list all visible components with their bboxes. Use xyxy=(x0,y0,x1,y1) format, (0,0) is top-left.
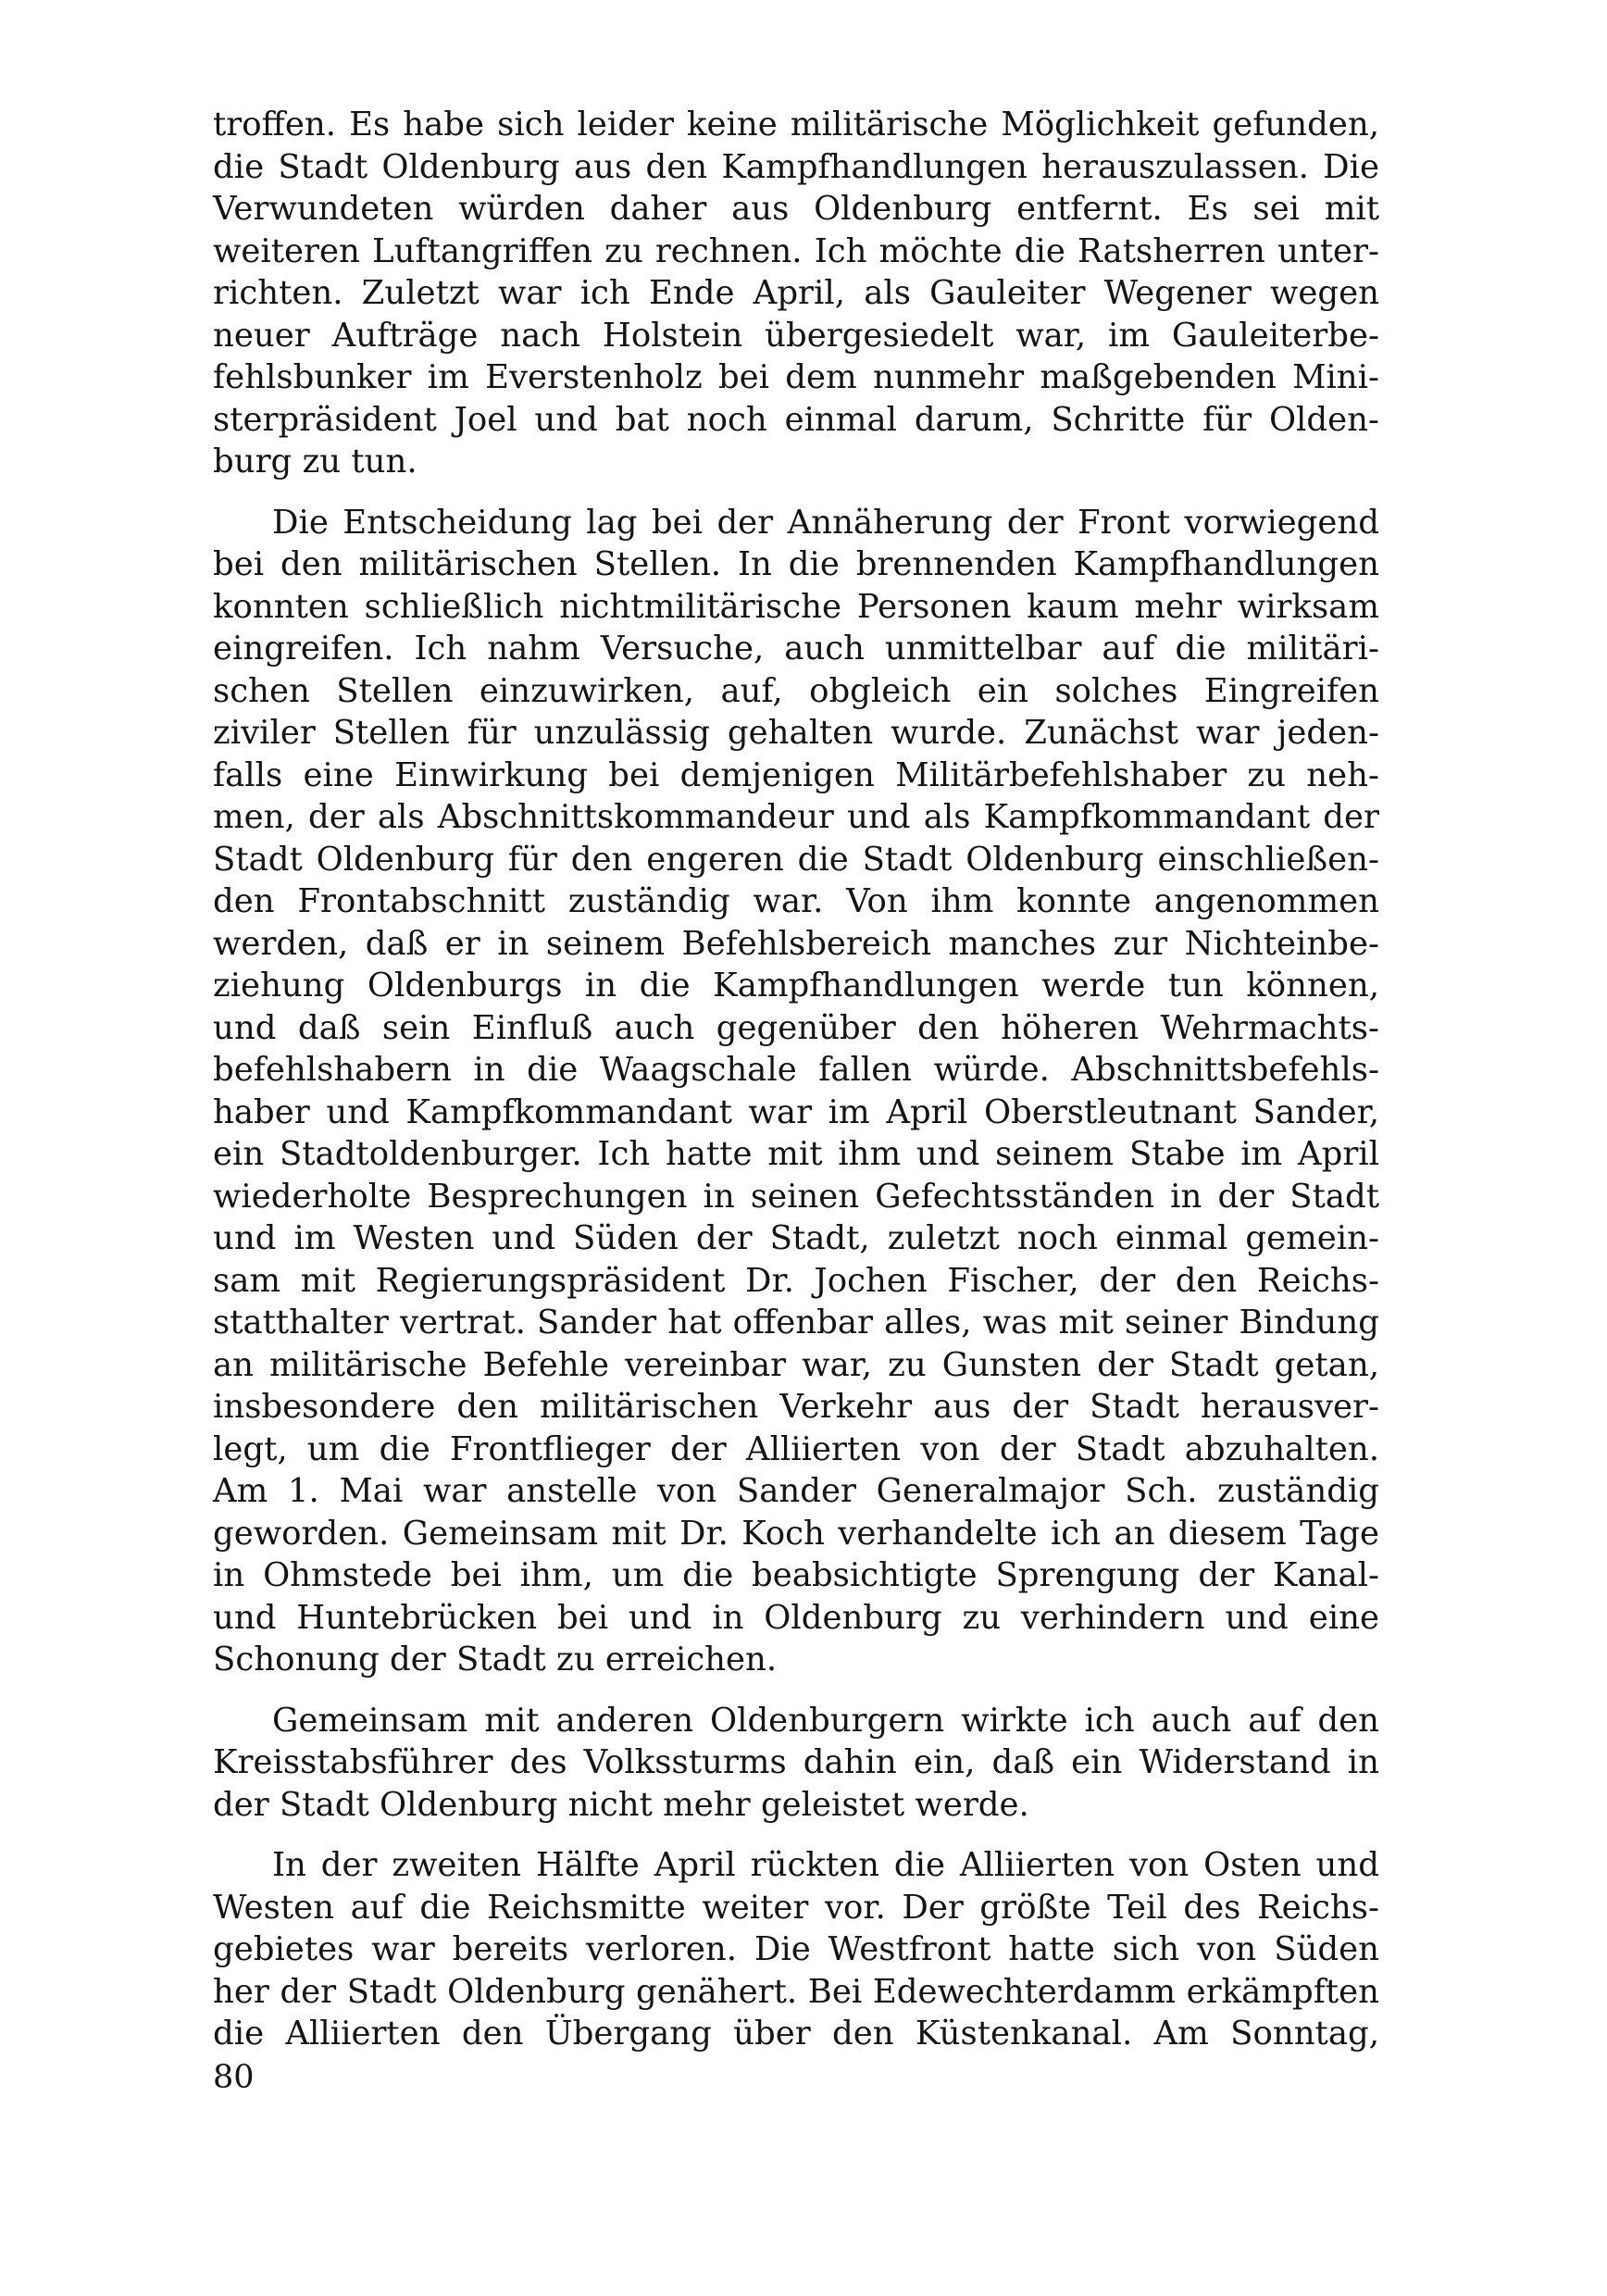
text-line: burg zu tun. xyxy=(213,443,417,480)
text-line: schen Stellen einzuwirken, auf, obgleich ein solches Eingreifen xyxy=(213,671,1379,710)
text-line: insbesondere den militärischen Verkehr aus der Stadt herausver- xyxy=(213,1388,1379,1426)
text-line: in Ohmstede bei ihm, um die beabsichtigte Sprengung der Kanal- xyxy=(213,1556,1379,1594)
text-line: statthalter vertrat. Sander hat offenbar alles, was mit seiner Bindung xyxy=(213,1304,1379,1341)
text-line: und Huntebrücken bei und in Oldenburg zu verhindern und eine xyxy=(213,1598,1379,1637)
text-line: ziehung Oldenburgs in die Kampfhandlungen werde tun können, xyxy=(213,967,1379,1004)
text-line: sterpräsident Joel und bat noch einmal darum, Schritte für Olden- xyxy=(213,400,1379,439)
text-line: In der zweiten Hälfte April rückten die Alliierten von Osten und xyxy=(272,1846,1379,1884)
text-line: men, der als Abschnittskommandeur und als Kampfkommandant der xyxy=(213,798,1379,836)
text-line: die Stadt Oldenburg aus den Kampfhandlungen herauszulassen. Die xyxy=(213,147,1379,186)
text-line: Westen auf die Reichsmitte weiter vor. Der größte Teil des Reichs- xyxy=(213,1888,1379,1927)
text-line: die Alliierten den Übergang über den Küstenkanal. Am Sonntag, xyxy=(213,2015,1379,2053)
text-line: Am 1. Mai war anstelle von Sander Generalmajor Sch. zuständig xyxy=(213,1472,1379,1510)
text-line: weiteren Luftangriffen zu rechnen. Ich möchte die Ratsherren unter- xyxy=(213,231,1379,270)
text-line: legt, um die Frontflieger der Alliierten von der Stadt abzuhalten. xyxy=(213,1429,1379,1468)
text-line: befehlshabern in die Waagschale fallen würde. Abschnittsbefehls- xyxy=(213,1051,1379,1089)
text-line: bei den militärischen Stellen. In die brennenden Kampfhandlungen xyxy=(213,545,1379,583)
text-line: gebietes war bereits verloren. Die Westfront hatte sich von Süden xyxy=(213,1930,1379,1968)
text-line: ein Stadtoldenburger. Ich hatte mit ihm und seinem Stabe im April xyxy=(213,1135,1379,1173)
text-line: eingreifen. Ich nahm Versuche, auch unmittelbar auf die militäri- xyxy=(213,630,1379,668)
text-line: her der Stadt Oldenburg genähert. Bei Edewechterdamm erkämpften xyxy=(213,1972,1379,2011)
text-line: der Stadt Oldenburg nicht mehr geleistet werde. xyxy=(213,1785,1029,1824)
text-line: wiederholte Besprechungen in seinen Gefechtsständen in der Stadt xyxy=(213,1177,1379,1216)
text-line: ziviler Stellen für unzulässig gehalten wurde. Zunächst war jeden- xyxy=(213,714,1379,752)
text-line: Kreisstabsführer des Volkssturms dahin ein, daß ein Widerstand in xyxy=(213,1743,1379,1781)
paragraph-2 xyxy=(213,502,1379,1681)
text-line: Verwundeten würden daher aus Oldenburg entfernt. Es sei mit xyxy=(213,190,1379,228)
page-number: 80 xyxy=(213,2059,255,2096)
text-line: und im Westen und Süden der Stadt, zuletzt noch einmal gemein- xyxy=(213,1219,1379,1257)
text-line: troffen. Es habe sich leider keine militärische Möglichkeit gefunden, xyxy=(213,106,1379,144)
text-line: Die Entscheidung lag bei der Annäherung der Front vorwiegend xyxy=(272,503,1379,542)
text-line: den Frontabschnitt zuständig war. Von ihm konnte angenommen xyxy=(213,882,1379,920)
paragraph-3 xyxy=(213,1700,1379,1827)
text-line: haber und Kampfkommandant war im April Oberstleutnant Sander, xyxy=(213,1092,1379,1131)
paragraph-1 xyxy=(213,104,1379,483)
text-line: Gemeinsam mit anderen Oldenburgern wirkte ich auch auf den xyxy=(272,1701,1379,1740)
text-line: fehlsbunker im Everstenholz bei dem nunmehr maßgebenden Mini- xyxy=(213,358,1379,396)
text-line: werden, daß er in seinem Befehlsbereich manches zur Nichteinbe- xyxy=(213,924,1379,963)
text-line: an militärische Befehle vereinbar war, zu Gunsten der Stadt getan, xyxy=(213,1345,1379,1384)
text-line: geworden. Gemeinsam mit Dr. Koch verhandelte ich an diesem Tage xyxy=(213,1514,1379,1553)
text-line: neuer Aufträge nach Holstein übergesiedelt war, im Gauleiterbe- xyxy=(213,316,1379,355)
paragraph-4 xyxy=(213,1844,1379,2055)
text-line: falls eine Einwirkung bei demjenigen Militärbefehlshaber zu neh- xyxy=(213,755,1379,794)
text-line: konnten schließlich nichtmilitärische Personen kaum mehr wirksam xyxy=(213,587,1379,626)
text-line: richten. Zuletzt war ich Ende April, als Gauleiter Wegener wegen xyxy=(213,274,1379,312)
text-line: sam mit Regierungspräsident Dr. Jochen Fischer, der den Reichs- xyxy=(213,1261,1379,1300)
text-line: und daß sein Einfluß auch gegenüber den höheren Wehrmachts- xyxy=(213,1008,1379,1047)
text-line: Stadt Oldenburg für den engeren die Stadt Oldenburg einschließen- xyxy=(213,840,1379,879)
body-text xyxy=(213,104,1379,2055)
text-line: Schonung der Stadt zu erreichen. xyxy=(213,1641,778,1678)
